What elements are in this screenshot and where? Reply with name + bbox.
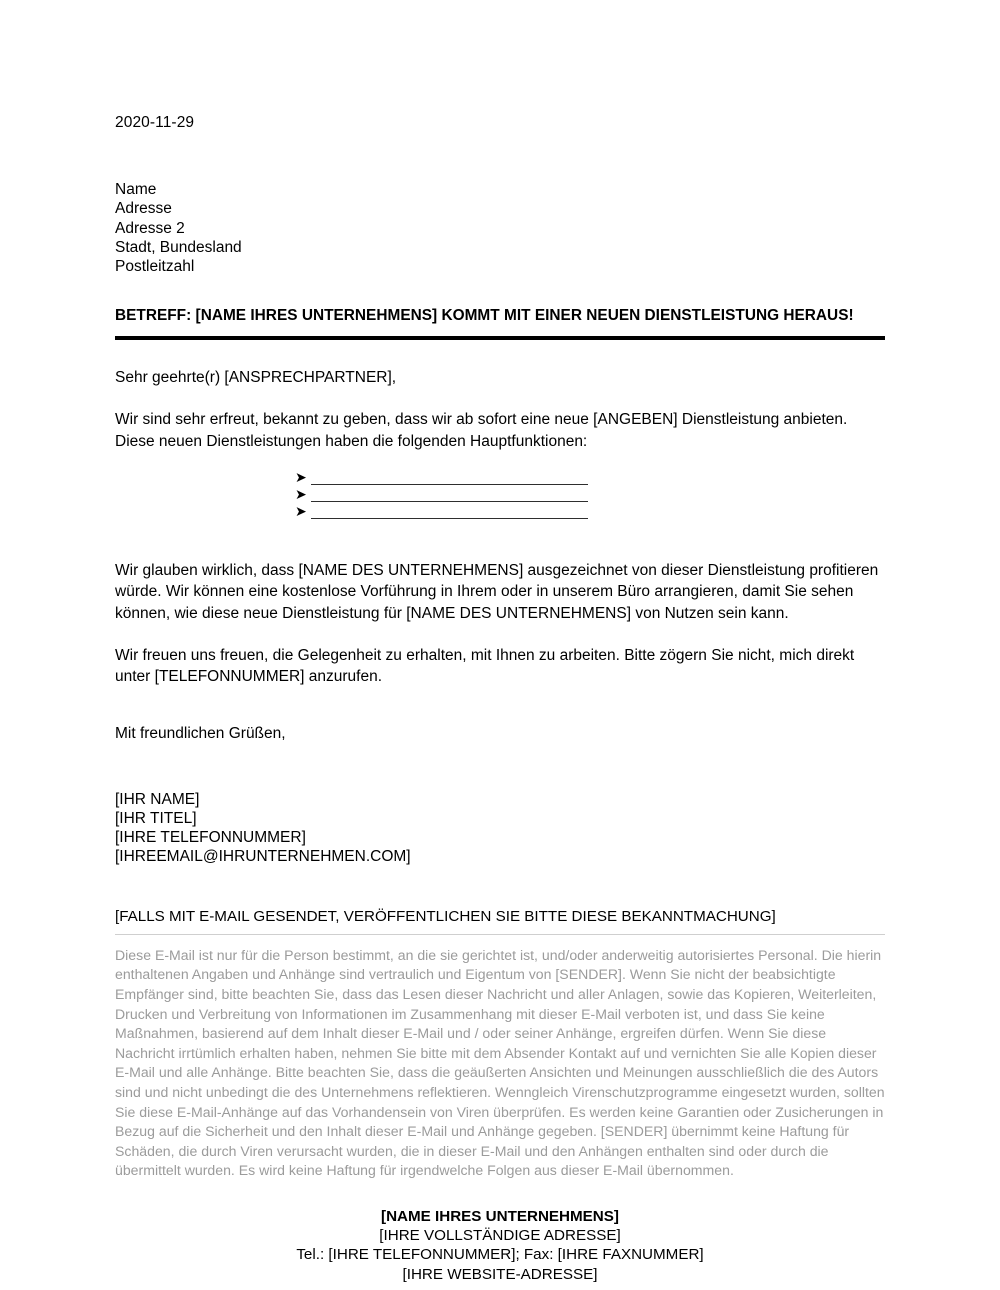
list-item	[295, 503, 885, 520]
signature-block	[115, 790, 885, 867]
arrow-bullet-icon: ➤	[295, 469, 307, 486]
signature-line: [IHR TITEL]	[115, 809, 197, 827]
letter-footer	[115, 1207, 885, 1284]
disclaimer-heading: [FALLS MIT E-MAIL GESENDET, VERÖFFENTLICHEN SIE BITTE DIESE BEKANNTMACHUNG]	[115, 907, 776, 925]
paragraph-intro: Wir sind sehr erfreut, bekannt zu geben, dass wir ab sofort eine neue [ANGEBEN] Dienstleistung anbieten. Diese neuen Dienstleistungen haben die folgenden Hauptfunktionen:	[115, 411, 848, 450]
signature-line: [IHR NAME]	[115, 790, 200, 808]
recipient-line: Name	[115, 181, 157, 198]
footer-website[interactable]: [IHRE WEBSITE-ADRESSE]	[402, 1265, 598, 1283]
list-item	[295, 469, 885, 486]
disclaimer-text: Diese E-Mail ist nur für die Person bestimmt, an die sie gerichtet ist, und/oder anderweitig autorisiertes Personal. Die hierin enthaltenen Angaben und Anhänge sind vertraulich und Eigentum von [SENDER]. Wenn Sie nicht der beabsichtigte Empfänger sind, bitte beachten Sie, dass das Lesen dieser Nachricht und aller Anlagen, sowie das Kopieren, Weiterleiten, Drucken und Verbreitung von Informationen im Zusammenhang mit dieser E-Mail verboten ist, und dass Sie keine Maßnahmen, basierend auf dem Inhalt dieser E-Mail und / oder seiner Anhänge, ergreifen dürfen. Wenn Sie diese Nachricht irrtümlich erhalten haben, nehmen Sie bitte mit dem Absender Kontakt auf und vernichten Sie alle Kopien dieser E-Mail und alle Anhänge. Bitte beachten Sie, dass die geäußerten Ansichten und Meinungen ausschließlich die des Autors sind und nicht unbedingt die des Unternehmens reflektieren. Wenngleich Virenschutzprogramme eingesetzt wurden, sollten Sie diese E-Mail-Anhänge auf das Vorhandensein von Viren überprüfen. Es werden keine Garantien oder Zusicherungen in Bezug auf die Sicherheit und den Inhalt dieser E-Mail und Anhänge gegeben. [SENDER] übernimmt keine Haftung für Schäden, die durch Viren verursacht wurden, die in dieser E-Mail und den Anhängen enthalten sind oder durch die übermittelt wurden. Es wird keine Haftung für irgendwelche Folgen aus dieser E-Mail übernommen.	[115, 946, 885, 1179]
recipient-line: Adresse 2	[115, 219, 185, 237]
fill-in-blank[interactable]	[311, 470, 588, 485]
footer-company-name: [NAME IHRES UNTERNEHMENS]	[381, 1207, 619, 1225]
footer-address: [IHRE VOLLSTÄNDIGE ADRESSE]	[379, 1227, 621, 1245]
fill-in-blank[interactable]	[311, 487, 588, 502]
feature-list	[295, 469, 885, 520]
subject-line: BETREFF: [NAME IHRES UNTERNEHMENS] KOMMT MIT EINER NEUEN DIENSTLEISTUNG HERAUS!	[115, 307, 854, 325]
recipient-line: Stadt, Bundesland	[115, 238, 242, 256]
salutation: Sehr geehrte(r) [ANSPRECHPARTNER],	[115, 369, 397, 387]
document-body	[115, 0, 885, 1284]
arrow-bullet-icon: ➤	[295, 486, 307, 503]
letter-date: 2020-11-29	[115, 114, 195, 131]
closing-salutation: Mit freundlichen Grüßen,	[115, 724, 286, 742]
recipient-line: Postleitzahl	[115, 258, 195, 276]
fill-in-blank[interactable]	[311, 504, 588, 519]
list-item	[295, 486, 885, 503]
subject-divider	[115, 336, 885, 340]
arrow-bullet-icon: ➤	[295, 503, 307, 520]
signature-line: [IHRE TELEFONNUMMER]	[115, 829, 306, 847]
recipient-address-block	[115, 180, 885, 276]
recipient-line: Adresse	[115, 200, 172, 218]
signature-line[interactable]: [IHREEMAIL@IHRUNTERNEHMEN.COM]	[115, 848, 411, 866]
footer-contact: Tel.: [IHRE TELEFONNUMMER]; Fax: [IHRE FAXNUMMER]	[296, 1246, 704, 1264]
paragraph-benefit: Wir glauben wirklich, dass [NAME DES UNTERNEHMENS] ausgezeichnet von dieser Dienstleistung profitieren würde. Wir können eine kostenlose Vorführung in Ihrem oder in unserem Büro arrangieren, damit Sie sehen können, wie diese neue Dienstleistung für [NAME DES UNTERNEHMENS] von Nutzen sein kann.	[115, 562, 879, 622]
paragraph-call-to-action: Wir freuen uns freuen, die Gelegenheit zu erhalten, mit Ihnen zu arbeiten. Bitte zögern Sie nicht, mich direkt unter [TELEFONNUMMER] anzurufen.	[115, 646, 855, 686]
disclaimer-divider	[115, 934, 885, 935]
